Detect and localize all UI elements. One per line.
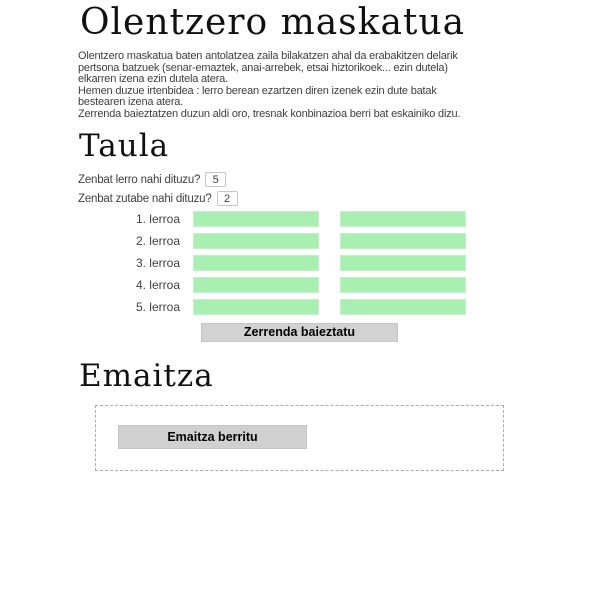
cols-count-input[interactable] <box>217 191 238 206</box>
table-row <box>78 211 520 227</box>
names-table <box>78 211 520 315</box>
result-box <box>95 405 504 471</box>
name-input[interactable] <box>340 211 466 227</box>
refresh-result-button[interactable]: Emaitza berritu <box>118 425 307 449</box>
row-label: 3. lerroa <box>135 256 180 270</box>
row-label: 2. lerroa <box>135 234 180 248</box>
page-title: Olentzero maskatua <box>80 2 466 43</box>
name-input[interactable] <box>340 255 466 271</box>
row-label: 1. lerroa <box>135 212 180 226</box>
confirm-list-button[interactable]: Zerrenda baieztatu <box>201 323 398 342</box>
name-input[interactable] <box>193 255 319 271</box>
name-input[interactable] <box>340 299 466 315</box>
table-size-questions <box>78 170 520 208</box>
table-row <box>78 277 520 293</box>
row-label: 4. lerroa <box>135 278 180 292</box>
rows-count-label: Zenbat lerro nahi dituzu? <box>78 173 201 186</box>
name-input[interactable] <box>193 299 319 315</box>
rows-count-line <box>78 170 520 189</box>
table-row <box>78 255 520 271</box>
intro-line: elkarren izena ezin dutela atera. <box>78 73 228 85</box>
section-heading-emaitza: Emaitza <box>79 358 214 394</box>
table-row <box>78 299 520 315</box>
name-input[interactable] <box>340 233 466 249</box>
cols-count-label: Zenbat zutabe nahi dituzu? <box>78 192 212 205</box>
intro-line: pertsona batzuek (senar-emaztek, anai-arrebek, etsai hiztorikoek... ezin dutela) <box>78 61 448 74</box>
cols-count-line <box>78 189 520 208</box>
row-label: 5. lerroa <box>135 300 180 314</box>
name-input[interactable] <box>193 277 319 293</box>
intro-line: Hemen duzue irtenbidea : lerro berean ezartzen diren izenek ezin dute batak <box>78 84 437 97</box>
intro-text <box>78 51 520 120</box>
name-input[interactable] <box>193 233 319 249</box>
name-input[interactable] <box>340 277 466 293</box>
intro-line: Zerrenda baieztatzen duzun aldi oro, tresnak konbinazioa berri bat eskainiko dizu. <box>78 107 461 120</box>
intro-line: Olentzero maskatua baten antolatzea zaila bilakatzen ahal da erabakitzen delarik <box>78 50 458 62</box>
section-heading-taula: Taula <box>79 128 170 164</box>
table-row <box>78 233 520 249</box>
name-input[interactable] <box>193 211 319 227</box>
intro-line: bestearen izena atera. <box>78 96 184 108</box>
rows-count-input[interactable] <box>205 172 226 187</box>
